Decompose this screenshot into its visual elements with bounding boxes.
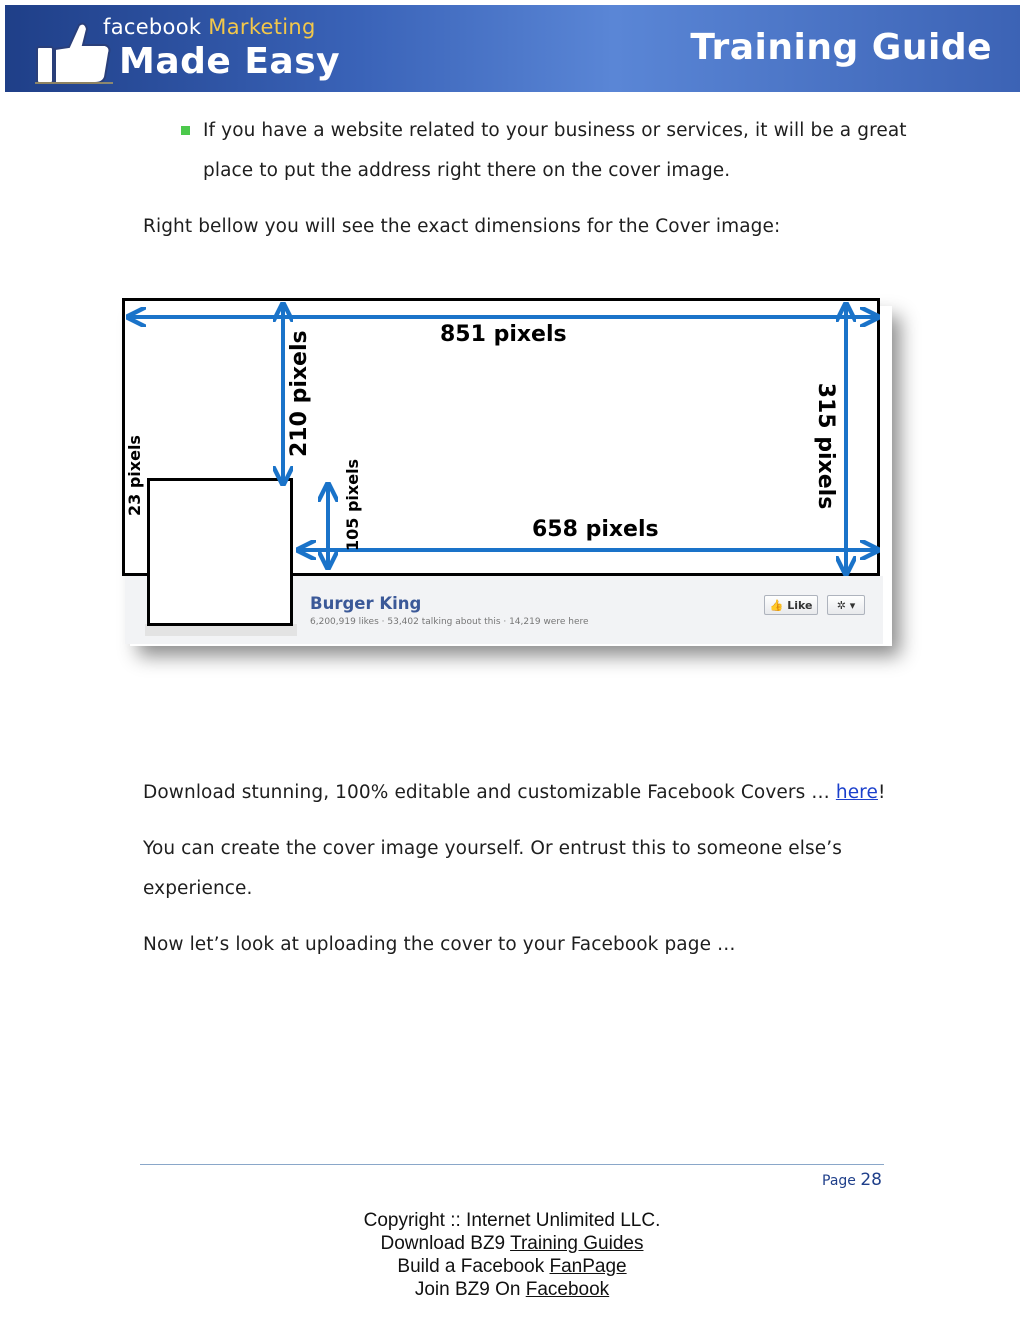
training-guides-link[interactable]: Training Guides: [510, 1233, 644, 1254]
label-105: 105 pixels: [343, 458, 362, 551]
bullet-text-line2: place to put the address right there on the cover image.: [203, 160, 731, 181]
dimension-arrows: [122, 298, 912, 648]
label-23: 23 pixels: [125, 435, 144, 516]
like-button-label: Like: [787, 598, 813, 612]
brand-title: Made Easy: [119, 41, 341, 82]
cover-dimensions-figure: [122, 298, 912, 648]
label-210: 210 pixels: [287, 330, 312, 457]
bullet-text-line1: If you have a website related to your business or services, it will be a great: [203, 120, 907, 141]
label-851: 851 pixels: [440, 322, 567, 347]
download-guides-line: Download BZ9 Training Guides: [380, 1233, 644, 1254]
guide-title: Training Guide: [690, 27, 992, 68]
page-stats: 6,200,919 likes · 53,402 talking about this · 14,219 were here: [310, 617, 589, 627]
build-fanpage-line: Build a Facebook FanPage: [397, 1256, 627, 1277]
dimensions-intro: Right bellow you will see the exact dimensions for the Cover image:: [143, 216, 781, 237]
label-658: 658 pixels: [532, 517, 659, 542]
download-covers-link[interactable]: here: [835, 782, 878, 803]
fanpage-link[interactable]: FanPage: [549, 1256, 627, 1277]
page-number: Page 28: [822, 1170, 882, 1190]
create-text-line1: You can create the cover image yourself. Or entrust this to someone else’s: [143, 838, 842, 859]
facebook-link[interactable]: Facebook: [525, 1279, 610, 1300]
thumbs-up-icon: [35, 19, 113, 85]
copyright-line: Copyright :: Internet Unlimited LLC.: [363, 1210, 661, 1231]
footer-copyright-block: [0, 1209, 1024, 1301]
join-facebook-line: Join BZ9 On Facebook: [414, 1279, 610, 1300]
header-banner: [5, 5, 1020, 92]
gear-dropdown-icon: ✲ ▾: [836, 598, 856, 612]
thumbs-up-small-icon: 👍: [769, 598, 784, 612]
brand-tagline: facebook Marketing: [103, 15, 316, 39]
bullet-square-icon: [181, 126, 190, 135]
create-text-line2: experience.: [143, 878, 253, 899]
next-step-text: Now let’s look at uploading the cover to your Facebook page …: [143, 934, 736, 955]
page-name: Burger King: [310, 594, 422, 613]
label-315: 315 pixels: [813, 382, 838, 510]
download-covers-line: Download stunning, 100% editable and customizable Facebook Covers … here!: [143, 782, 886, 803]
footer-divider: [140, 1164, 884, 1165]
